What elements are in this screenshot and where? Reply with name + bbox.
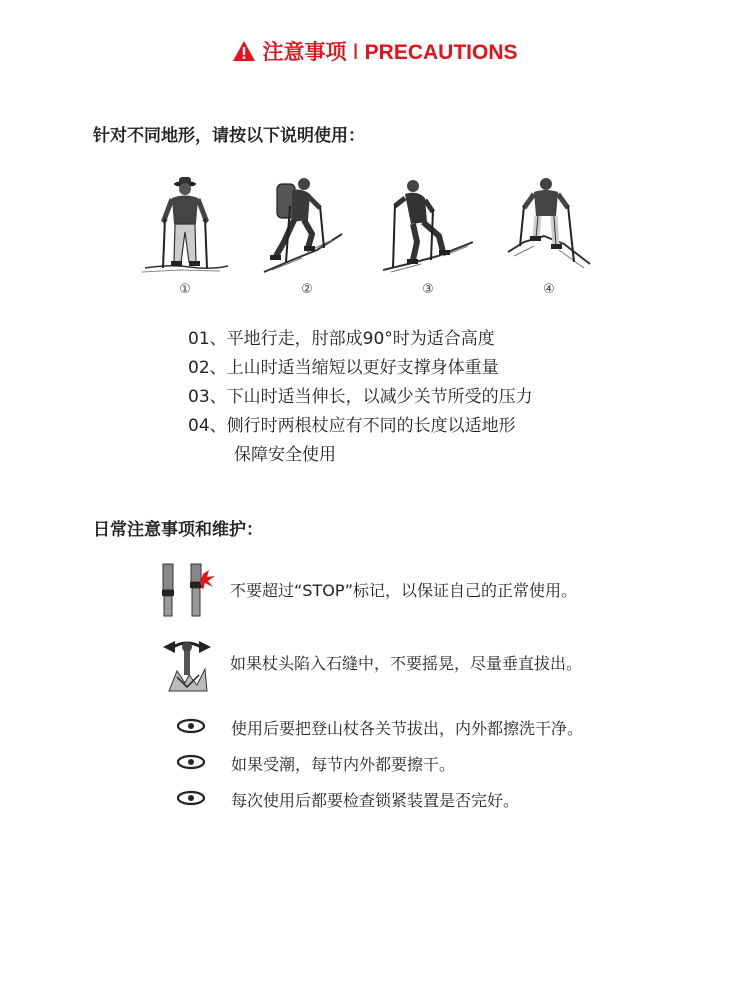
hiker-traverse-icon (504, 172, 594, 277)
instruction-line: 03、下山时适当伸长，以减少关节所受的压力 (188, 387, 533, 407)
eye-bullet-icon (176, 790, 206, 806)
title-separator: I (352, 40, 359, 64)
tip-text: 如果杖头陷入石缝中，不要摇晃，尽量垂直拔出。 (230, 654, 583, 673)
bullet-text: 每次使用后都要检查锁紧装置是否完好。 (231, 791, 520, 810)
figure-number: ③ (422, 282, 434, 297)
hiker-flat-ground-icon (140, 172, 230, 277)
figure-number: ② (301, 282, 313, 297)
eye-bullet-icon (176, 754, 206, 770)
stop-mark-icon (157, 560, 217, 620)
instruction-line: 02、上山时适当缩短以更好支撑身体重量 (188, 358, 499, 378)
figure-downhill (383, 172, 473, 297)
eye-bullet-icon (176, 718, 206, 734)
figure-number: ④ (543, 282, 555, 297)
stuck-tip-icon (157, 633, 217, 693)
bullet-text: 使用后要把登山杖各关节拔出，内外都擦洗干净。 (231, 719, 584, 738)
instruction-line: 01、平地行走，肘部成90°时为适合高度 (188, 329, 495, 349)
terrain-instructions (188, 325, 533, 470)
warning-triangle-icon (232, 40, 256, 67)
hiker-uphill-icon (262, 172, 352, 277)
tip-stop-mark (157, 560, 717, 620)
tip-stuck-tip (157, 633, 717, 693)
figure-flat (140, 172, 230, 297)
page-title (0, 36, 750, 67)
figure-traverse (504, 172, 594, 297)
title-en: PRECAUTIONS (364, 41, 518, 64)
bullet-text: 如果受潮，每节内外都要擦干。 (231, 755, 456, 774)
title-cn: 注意事项 (262, 40, 347, 64)
tip-text: 不要超过“STOP”标记，以保证自己的正常使用。 (230, 581, 578, 600)
instruction-continuation: 保障安全使用 (234, 445, 336, 465)
terrain-figures (140, 172, 595, 297)
instruction-line: 04、侧行时两根杖应有不同的长度以适地形 (188, 416, 516, 436)
figure-number: ① (179, 282, 191, 297)
terrain-heading: 针对不同地形，请按以下说明使用： (93, 126, 365, 146)
maintenance-heading: 日常注意事项和维护： (93, 520, 263, 540)
hiker-downhill-icon (383, 172, 473, 277)
figure-uphill (262, 172, 352, 297)
